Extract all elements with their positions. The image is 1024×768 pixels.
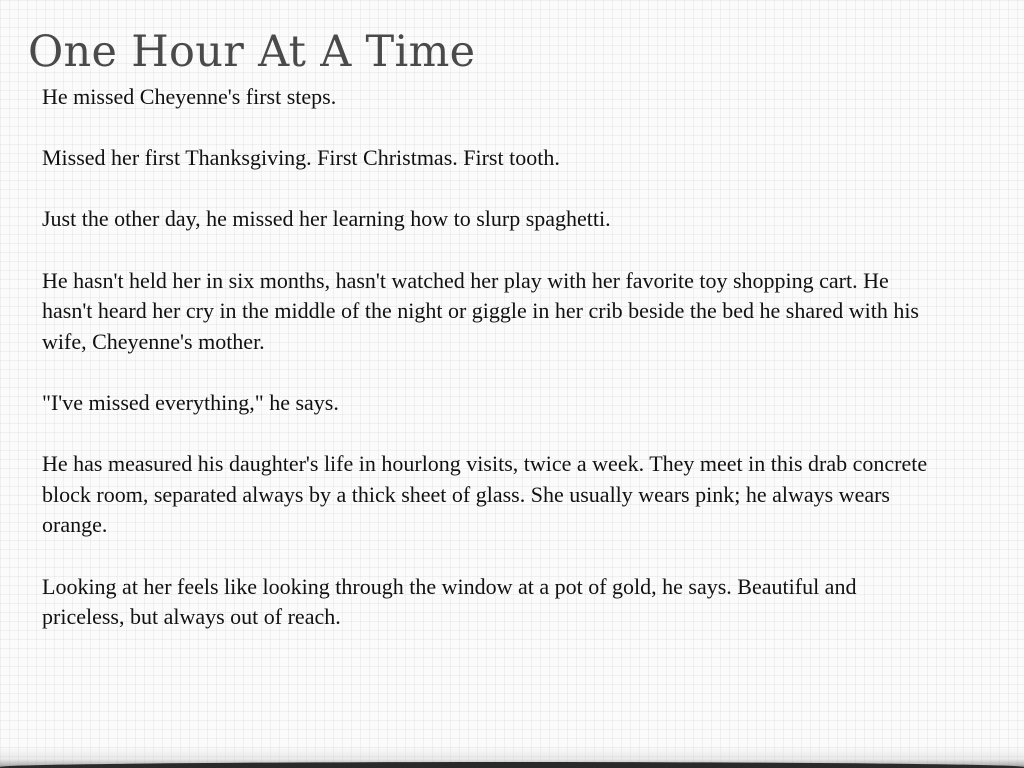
paragraph-1: He missed Cheyenne's first steps. — [42, 84, 337, 109]
paragraph-3: Just the other day, he missed her learning how to slurp spaghetti. — [42, 206, 611, 232]
page-bottom-edge — [0, 762, 1024, 768]
paragraph-5: "I've missed everything," he says. — [42, 389, 339, 415]
slide-body — [42, 82, 942, 633]
slide-title: One Hour At A Time — [28, 27, 476, 77]
paragraph-6: He has measured his daughter's life in hourlong visits, twice a week. They meet in this drab concrete block room, separated always by a thick sheet of glass. She usually wears pink; he always wears orange. — [42, 451, 928, 538]
paragraph-2: Missed her first Thanksgiving. First Christmas. First tooth. — [42, 145, 560, 171]
paragraph-7: Looking at her feels like looking through the window at a pot of gold, he says. Beautiful and priceless, but always out of reach. — [42, 573, 857, 630]
paragraph-4: He hasn't held her in six months, hasn't watched her play with her favorite toy shopping cart. He hasn't heard her cry in the middle of the night or giggle in her crib beside the bed he shared with his wife, Cheyenne's mother. — [42, 267, 919, 354]
